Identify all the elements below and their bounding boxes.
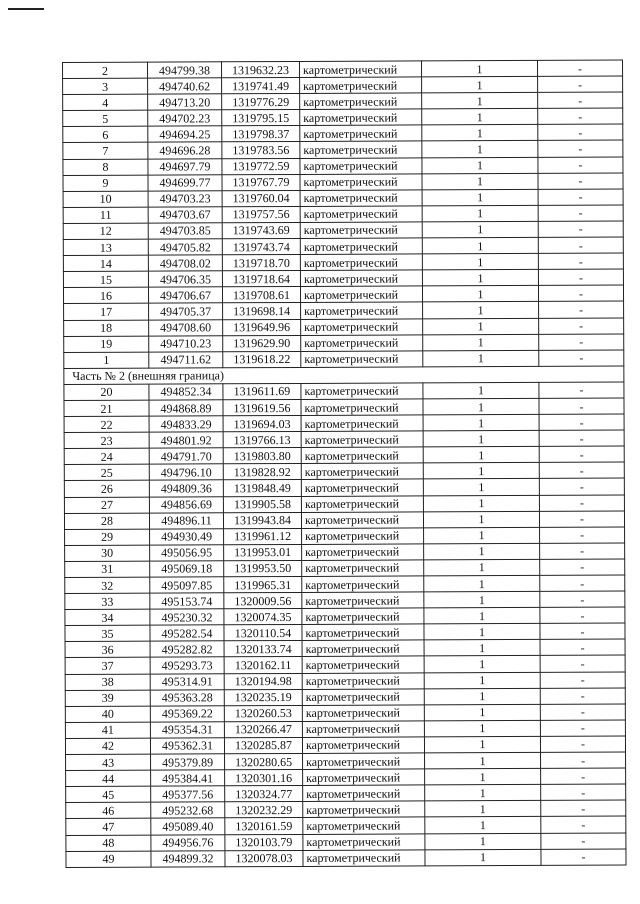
point-number: 24 bbox=[64, 448, 149, 464]
description-cell: - bbox=[539, 382, 624, 398]
accuracy-cell: 1 bbox=[424, 543, 540, 560]
x-coordinate: 494799.38 bbox=[148, 62, 222, 78]
method-cell: картометрический bbox=[300, 222, 422, 239]
description-cell: - bbox=[538, 269, 623, 285]
accuracy-cell: 1 bbox=[425, 769, 541, 786]
point-number: 16 bbox=[63, 287, 148, 303]
description-cell: - bbox=[541, 784, 626, 800]
method-cell: картометрический bbox=[301, 495, 423, 512]
x-coordinate: 495282.54 bbox=[150, 625, 224, 641]
accuracy-cell: 1 bbox=[422, 141, 538, 158]
x-coordinate: 494703.23 bbox=[148, 191, 222, 207]
x-coordinate: 494713.20 bbox=[148, 94, 222, 110]
point-number: 30 bbox=[65, 545, 150, 561]
y-coordinate: 1319741.49 bbox=[222, 78, 300, 94]
method-cell: картометрический bbox=[301, 399, 423, 416]
accuracy-cell: 1 bbox=[422, 189, 538, 206]
point-number: 12 bbox=[63, 223, 148, 239]
point-number: 33 bbox=[65, 593, 150, 609]
x-coordinate: 494896.11 bbox=[149, 512, 223, 528]
x-coordinate: 495384.41 bbox=[151, 770, 225, 786]
accuracy-cell: 1 bbox=[423, 463, 539, 480]
x-coordinate: 495362.31 bbox=[150, 738, 224, 754]
y-coordinate: 1320232.29 bbox=[225, 802, 303, 818]
y-coordinate: 1319629.90 bbox=[223, 335, 301, 351]
y-coordinate: 1319767.79 bbox=[222, 174, 300, 190]
accuracy-cell: 1 bbox=[425, 752, 541, 769]
point-number: 20 bbox=[64, 384, 149, 400]
description-cell: - bbox=[541, 752, 626, 768]
accuracy-cell: 1 bbox=[424, 527, 540, 544]
x-coordinate: 494801.92 bbox=[149, 432, 223, 448]
point-number: 25 bbox=[64, 464, 149, 480]
point-number: 10 bbox=[63, 191, 148, 207]
y-coordinate: 1319798.37 bbox=[222, 126, 300, 142]
y-coordinate: 1319848.49 bbox=[223, 480, 301, 496]
point-number: 18 bbox=[64, 320, 149, 336]
point-number: 11 bbox=[63, 207, 148, 223]
y-coordinate: 1319649.96 bbox=[223, 319, 301, 335]
accuracy-cell: 1 bbox=[422, 125, 538, 142]
y-coordinate: 1319783.56 bbox=[222, 142, 300, 158]
coordinates-table bbox=[62, 60, 627, 868]
description-cell: - bbox=[538, 221, 623, 237]
x-coordinate: 494796.10 bbox=[149, 464, 223, 480]
method-cell: картометрический bbox=[302, 624, 424, 641]
method-cell: картометрический bbox=[300, 206, 422, 223]
point-number: 47 bbox=[66, 819, 151, 835]
y-coordinate: 1319618.22 bbox=[223, 351, 301, 367]
method-cell: картометрический bbox=[300, 174, 422, 191]
accuracy-cell: 1 bbox=[422, 109, 538, 126]
description-cell: - bbox=[540, 736, 625, 752]
method-cell: картометрический bbox=[301, 512, 423, 529]
point-number: 44 bbox=[66, 770, 151, 786]
y-coordinate: 1319953.50 bbox=[224, 560, 302, 576]
method-cell: картометрический bbox=[301, 447, 423, 464]
description-cell: - bbox=[538, 285, 623, 301]
description-cell: - bbox=[538, 92, 623, 108]
accuracy-cell: 1 bbox=[424, 656, 540, 673]
x-coordinate: 494930.49 bbox=[150, 529, 224, 545]
y-coordinate: 1320133.74 bbox=[224, 641, 302, 657]
y-coordinate: 1319961.12 bbox=[224, 528, 302, 544]
x-coordinate: 494708.02 bbox=[148, 255, 222, 271]
description-cell: - bbox=[538, 76, 623, 92]
method-cell: картометрический bbox=[300, 254, 422, 271]
x-coordinate: 494868.89 bbox=[149, 400, 223, 416]
y-coordinate: 1320078.03 bbox=[225, 850, 303, 866]
description-cell: - bbox=[539, 462, 624, 478]
point-number: 2 bbox=[63, 62, 148, 78]
y-coordinate: 1320285.87 bbox=[224, 737, 302, 753]
method-cell: картометрический bbox=[301, 463, 423, 480]
description-cell: - bbox=[538, 205, 623, 221]
accuracy-cell: 1 bbox=[424, 608, 540, 625]
point-number: 48 bbox=[66, 835, 151, 851]
point-number: 49 bbox=[66, 851, 151, 867]
y-coordinate: 1319632.23 bbox=[222, 61, 300, 77]
description-cell: - bbox=[540, 559, 625, 575]
point-number: 9 bbox=[63, 175, 148, 191]
x-coordinate: 494899.32 bbox=[151, 850, 225, 866]
point-number: 34 bbox=[65, 609, 150, 625]
point-number: 35 bbox=[65, 625, 150, 641]
x-coordinate: 494703.67 bbox=[148, 207, 222, 223]
accuracy-cell: 1 bbox=[423, 382, 539, 399]
point-number: 15 bbox=[63, 271, 148, 287]
point-number: 4 bbox=[63, 94, 148, 110]
y-coordinate: 1319760.04 bbox=[222, 190, 300, 206]
x-coordinate: 494956.76 bbox=[151, 834, 225, 850]
method-cell: картометрический bbox=[303, 833, 425, 850]
description-cell: - bbox=[540, 527, 625, 543]
accuracy-cell: 1 bbox=[423, 479, 539, 496]
method-cell: картометрический bbox=[300, 190, 422, 207]
x-coordinate: 495282.82 bbox=[150, 641, 224, 657]
method-cell: картометрический bbox=[302, 544, 424, 561]
y-coordinate: 1320260.53 bbox=[224, 705, 302, 721]
x-coordinate: 494705.82 bbox=[148, 239, 222, 255]
y-coordinate: 1319965.31 bbox=[224, 576, 302, 592]
description-cell: - bbox=[539, 301, 624, 317]
x-coordinate: 494710.23 bbox=[149, 335, 223, 351]
x-coordinate: 495377.56 bbox=[151, 786, 225, 802]
y-coordinate: 1320301.16 bbox=[225, 770, 303, 786]
accuracy-cell: 1 bbox=[423, 495, 539, 512]
method-cell: картометрический bbox=[302, 721, 424, 738]
accuracy-cell: 1 bbox=[422, 254, 538, 271]
y-coordinate: 1319698.14 bbox=[223, 303, 301, 319]
description-cell: - bbox=[540, 672, 625, 688]
y-coordinate: 1320103.79 bbox=[225, 834, 303, 850]
accuracy-cell: 1 bbox=[425, 833, 541, 850]
x-coordinate: 495369.22 bbox=[150, 706, 224, 722]
description-cell: - bbox=[541, 768, 626, 784]
description-cell: - bbox=[540, 591, 625, 607]
x-coordinate: 494706.67 bbox=[148, 287, 222, 303]
y-coordinate: 1319708.61 bbox=[222, 287, 300, 303]
description-cell: - bbox=[540, 639, 625, 655]
x-coordinate: 494740.62 bbox=[148, 78, 222, 94]
x-coordinate: 494703.85 bbox=[148, 223, 222, 239]
accuracy-cell: 1 bbox=[425, 801, 541, 818]
description-cell: - bbox=[537, 60, 622, 76]
method-cell: картометрический bbox=[300, 238, 422, 255]
accuracy-cell: 1 bbox=[423, 431, 539, 448]
x-coordinate: 494809.36 bbox=[149, 480, 223, 496]
point-number: 42 bbox=[65, 738, 150, 754]
y-coordinate: 1319953.01 bbox=[224, 544, 302, 560]
point-number: 45 bbox=[66, 786, 151, 802]
x-coordinate: 495097.85 bbox=[150, 577, 224, 593]
point-number: 46 bbox=[66, 802, 151, 818]
x-coordinate: 495089.40 bbox=[151, 818, 225, 834]
x-coordinate: 494697.79 bbox=[148, 158, 222, 174]
x-coordinate: 495314.91 bbox=[150, 673, 224, 689]
x-coordinate: 494852.34 bbox=[149, 384, 223, 400]
x-coordinate: 494706.35 bbox=[148, 271, 222, 287]
point-number: 32 bbox=[65, 577, 150, 593]
y-coordinate: 1319772.59 bbox=[222, 158, 300, 174]
x-coordinate: 494711.62 bbox=[149, 351, 223, 367]
accuracy-cell: 1 bbox=[424, 704, 540, 721]
x-coordinate: 494833.29 bbox=[149, 416, 223, 432]
accuracy-cell: 1 bbox=[424, 575, 540, 592]
method-cell: картометрический bbox=[302, 528, 424, 545]
y-coordinate: 1320009.56 bbox=[224, 593, 302, 609]
accuracy-cell: 1 bbox=[423, 302, 539, 319]
description-cell: - bbox=[541, 849, 626, 865]
y-coordinate: 1319743.69 bbox=[222, 222, 300, 238]
accuracy-cell: 1 bbox=[425, 817, 541, 834]
description-cell: - bbox=[539, 495, 624, 511]
y-coordinate: 1319828.92 bbox=[223, 464, 301, 480]
accuracy-cell: 1 bbox=[423, 414, 539, 431]
description-cell: - bbox=[541, 800, 626, 816]
method-cell: картометрический bbox=[303, 817, 425, 834]
method-cell: картометрический bbox=[301, 479, 423, 496]
description-cell: - bbox=[540, 720, 625, 736]
description-cell: - bbox=[539, 511, 624, 527]
method-cell: картометрический bbox=[303, 785, 425, 802]
method-cell: картометрический bbox=[300, 93, 422, 110]
method-cell: картометрический bbox=[302, 672, 424, 689]
x-coordinate: 495363.28 bbox=[150, 689, 224, 705]
y-coordinate: 1320074.35 bbox=[224, 609, 302, 625]
method-cell: картометрический bbox=[301, 415, 423, 432]
y-coordinate: 1320324.77 bbox=[225, 786, 303, 802]
point-number: 5 bbox=[63, 110, 148, 126]
accuracy-cell: 1 bbox=[422, 237, 538, 254]
point-number: 1 bbox=[64, 352, 149, 368]
method-cell: картометрический bbox=[300, 125, 422, 142]
accuracy-cell: 1 bbox=[423, 511, 539, 528]
accuracy-cell: 1 bbox=[423, 350, 539, 367]
accuracy-cell: 1 bbox=[425, 785, 541, 802]
method-cell: картометрический bbox=[300, 109, 422, 126]
point-number: 8 bbox=[63, 159, 148, 175]
accuracy-cell: 1 bbox=[422, 93, 538, 110]
y-coordinate: 1320235.19 bbox=[224, 689, 302, 705]
y-coordinate: 1319611.69 bbox=[223, 383, 301, 399]
method-cell: картометрический bbox=[303, 850, 425, 867]
description-cell: - bbox=[539, 334, 624, 350]
description-cell: - bbox=[541, 816, 626, 832]
point-number: 3 bbox=[63, 78, 148, 94]
y-coordinate: 1319718.64 bbox=[222, 271, 300, 287]
y-coordinate: 1319795.15 bbox=[222, 110, 300, 126]
point-number: 43 bbox=[66, 754, 151, 770]
accuracy-cell: 1 bbox=[424, 640, 540, 657]
point-number: 21 bbox=[64, 400, 149, 416]
part-title: Часть № 2 (внешняя граница) bbox=[64, 366, 624, 385]
method-cell: картометрический bbox=[303, 769, 425, 786]
y-coordinate: 1320280.65 bbox=[225, 753, 303, 769]
x-coordinate: 494791.70 bbox=[149, 448, 223, 464]
point-number: 17 bbox=[64, 304, 149, 320]
table-row bbox=[66, 849, 626, 868]
x-coordinate: 494699.77 bbox=[148, 174, 222, 190]
point-number: 26 bbox=[64, 481, 149, 497]
method-cell: картометрический bbox=[301, 431, 423, 448]
x-coordinate: 494708.60 bbox=[149, 319, 223, 335]
method-cell: картометрический bbox=[302, 592, 424, 609]
method-cell: картометрический bbox=[302, 640, 424, 657]
accuracy-cell: 1 bbox=[424, 559, 540, 576]
point-number: 7 bbox=[63, 143, 148, 159]
accuracy-cell: 1 bbox=[422, 77, 538, 94]
accuracy-cell: 1 bbox=[424, 720, 540, 737]
description-cell: - bbox=[538, 189, 623, 205]
x-coordinate: 495354.31 bbox=[150, 722, 224, 738]
method-cell: картометрический bbox=[302, 576, 424, 593]
accuracy-cell: 1 bbox=[423, 447, 539, 464]
method-cell: картометрический bbox=[300, 141, 422, 158]
method-cell: картометрический bbox=[303, 753, 425, 770]
x-coordinate: 495230.32 bbox=[150, 609, 224, 625]
y-coordinate: 1320110.54 bbox=[224, 625, 302, 641]
accuracy-cell: 1 bbox=[424, 736, 540, 753]
description-cell: - bbox=[539, 430, 624, 446]
accuracy-cell: 1 bbox=[424, 672, 540, 689]
description-cell: - bbox=[538, 124, 623, 140]
point-number: 29 bbox=[65, 529, 150, 545]
description-cell: - bbox=[539, 414, 624, 430]
description-cell: - bbox=[541, 833, 626, 849]
description-cell: - bbox=[540, 607, 625, 623]
x-coordinate: 495069.18 bbox=[150, 561, 224, 577]
y-coordinate: 1319743.74 bbox=[222, 238, 300, 254]
point-number: 22 bbox=[64, 416, 149, 432]
description-cell: - bbox=[539, 350, 624, 366]
point-number: 27 bbox=[64, 497, 149, 513]
accuracy-cell: 1 bbox=[422, 157, 538, 174]
description-cell: - bbox=[538, 253, 623, 269]
point-number: 40 bbox=[65, 706, 150, 722]
method-cell: картометрический bbox=[302, 656, 424, 673]
method-cell: картометрический bbox=[299, 61, 421, 78]
method-cell: картометрический bbox=[300, 77, 422, 94]
description-cell: - bbox=[538, 108, 623, 124]
y-coordinate: 1319718.70 bbox=[222, 255, 300, 271]
method-cell: картометрический bbox=[301, 351, 423, 368]
description-cell: - bbox=[539, 478, 624, 494]
y-coordinate: 1320194.98 bbox=[224, 673, 302, 689]
description-cell: - bbox=[540, 704, 625, 720]
x-coordinate: 495293.73 bbox=[150, 657, 224, 673]
method-cell: картометрический bbox=[301, 383, 423, 400]
x-coordinate: 495153.74 bbox=[150, 593, 224, 609]
y-coordinate: 1319905.58 bbox=[223, 496, 301, 512]
y-coordinate: 1320161.59 bbox=[225, 818, 303, 834]
y-coordinate: 1319694.03 bbox=[223, 416, 301, 432]
point-number: 6 bbox=[63, 127, 148, 143]
method-cell: картометрический bbox=[302, 705, 424, 722]
method-cell: картометрический bbox=[301, 335, 423, 352]
point-number: 39 bbox=[65, 690, 150, 706]
description-cell: - bbox=[538, 173, 623, 189]
x-coordinate: 494702.23 bbox=[148, 110, 222, 126]
scan-margin-mark bbox=[8, 8, 44, 10]
y-coordinate: 1319619.56 bbox=[223, 399, 301, 415]
y-coordinate: 1320162.11 bbox=[224, 657, 302, 673]
method-cell: картометрический bbox=[301, 318, 423, 335]
accuracy-cell: 1 bbox=[423, 318, 539, 335]
y-coordinate: 1319803.80 bbox=[223, 448, 301, 464]
method-cell: картометрический bbox=[300, 157, 422, 174]
x-coordinate: 495379.89 bbox=[151, 754, 225, 770]
point-number: 31 bbox=[65, 561, 150, 577]
description-cell: - bbox=[540, 688, 625, 704]
x-coordinate: 494694.25 bbox=[148, 126, 222, 142]
description-cell: - bbox=[540, 623, 625, 639]
accuracy-cell: 1 bbox=[424, 624, 540, 641]
accuracy-cell: 1 bbox=[422, 205, 538, 222]
description-cell: - bbox=[539, 446, 624, 462]
accuracy-cell: 1 bbox=[422, 221, 538, 238]
point-number: 28 bbox=[64, 513, 149, 529]
point-number: 19 bbox=[64, 336, 149, 352]
x-coordinate: 494705.37 bbox=[149, 303, 223, 319]
accuracy-cell: 1 bbox=[421, 60, 537, 77]
y-coordinate: 1319943.84 bbox=[223, 512, 301, 528]
x-coordinate: 495232.68 bbox=[151, 802, 225, 818]
point-number: 14 bbox=[63, 255, 148, 271]
accuracy-cell: 1 bbox=[424, 592, 540, 609]
y-coordinate: 1319776.29 bbox=[222, 94, 300, 110]
accuracy-cell: 1 bbox=[422, 173, 538, 190]
y-coordinate: 1320266.47 bbox=[224, 721, 302, 737]
x-coordinate: 495056.95 bbox=[150, 545, 224, 561]
description-cell: - bbox=[539, 318, 624, 334]
accuracy-cell: 1 bbox=[422, 270, 538, 287]
description-cell: - bbox=[539, 398, 624, 414]
x-coordinate: 494856.69 bbox=[149, 496, 223, 512]
description-cell: - bbox=[540, 656, 625, 672]
method-cell: картометрический bbox=[302, 689, 424, 706]
accuracy-cell: 1 bbox=[422, 286, 538, 303]
point-number: 13 bbox=[63, 239, 148, 255]
description-cell: - bbox=[540, 575, 625, 591]
accuracy-cell: 1 bbox=[423, 398, 539, 415]
description-cell: - bbox=[538, 237, 623, 253]
accuracy-cell: 1 bbox=[423, 334, 539, 351]
method-cell: картометрический bbox=[302, 560, 424, 577]
accuracy-cell: 1 bbox=[425, 849, 541, 866]
point-number: 23 bbox=[64, 432, 149, 448]
coordinates-sheet bbox=[62, 60, 626, 868]
method-cell: картометрический bbox=[301, 302, 423, 319]
point-number: 38 bbox=[65, 674, 150, 690]
method-cell: картометрический bbox=[302, 737, 424, 754]
y-coordinate: 1319757.56 bbox=[222, 206, 300, 222]
accuracy-cell: 1 bbox=[424, 688, 540, 705]
method-cell: картометрический bbox=[300, 270, 422, 287]
description-cell: - bbox=[540, 543, 625, 559]
method-cell: картометрический bbox=[300, 286, 422, 303]
x-coordinate: 494696.28 bbox=[148, 142, 222, 158]
method-cell: картометрический bbox=[302, 608, 424, 625]
description-cell: - bbox=[538, 157, 623, 173]
method-cell: картометрический bbox=[303, 801, 425, 818]
point-number: 41 bbox=[65, 722, 150, 738]
point-number: 37 bbox=[65, 658, 150, 674]
point-number: 36 bbox=[65, 641, 150, 657]
description-cell: - bbox=[538, 141, 623, 157]
y-coordinate: 1319766.13 bbox=[223, 432, 301, 448]
